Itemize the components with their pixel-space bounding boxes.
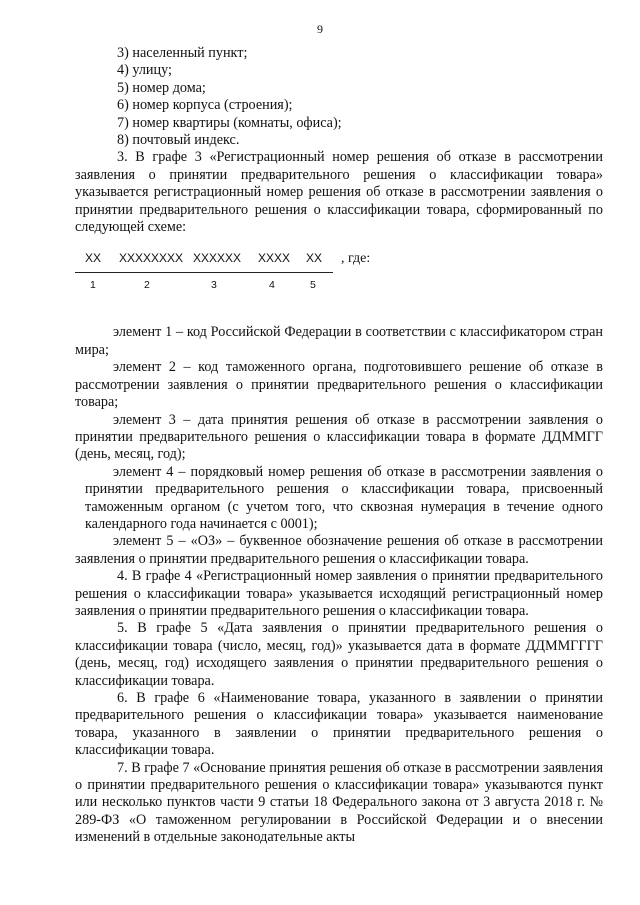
list-item: 6) номер корпуса (строения); <box>117 97 293 114</box>
element-description: элемент 1 – код Российской Федерации в соответствии с классификатором стран мира; <box>75 324 603 358</box>
paragraph-5: 5. В графе 5 «Дата заявления о принятии предварительного решения о классификации товара (число, месяц, год)» указывается дата в формате ДДММГГГГ (день, месяц, год) исходящего заявления о принятии предварительного решения о классификации товара. <box>75 620 603 689</box>
scheme-number-3: 3 <box>211 279 217 292</box>
element-description: элемент 2 – код таможенного органа, подготовившего решение об отказе в рассмотрении заявления о принятии предварительного решения о классификации товара; <box>75 359 603 411</box>
page-number: 9 <box>317 22 323 36</box>
scheme-number-1: 1 <box>90 279 96 292</box>
address-list <box>75 45 603 149</box>
scheme-number-2: 2 <box>144 279 150 292</box>
element-list <box>75 324 603 568</box>
paragraph-7: 7. В графе 7 «Основание принятия решения об отказе в рассмотрении заявления о принятии предварительного решения о классификации товара» указываются пункт или несколько пунктов части 9 статьи 18 Федерального закона от 3 августа 2018 г. № 289-ФЗ «О таможенном регулировании в Российской Федерации и о внесении изменений в отдельные законодательные акты <box>75 759 603 846</box>
scheme-code-2: XXXXXXXX <box>119 251 184 266</box>
paragraph-4: 4. В графе 4 «Регистрационный номер заявления о принятии предварительного решения о классификации товара» указывается исходящий регистрационный номер заявления о принятии предварительного решения о классификации товара. <box>75 568 603 619</box>
scheme-code-4: XXXX <box>258 251 291 266</box>
element-description: элемент 3 – дата принятия решения об отказе в рассмотрении заявления о принятии предварительного решения о классификации товара в формате ДДММГГ (день, месяц, год); <box>75 411 603 463</box>
scheme-code-5: XX <box>306 251 323 266</box>
scheme-number-5: 5 <box>310 279 316 292</box>
scheme-code-1: XX <box>85 251 102 266</box>
scheme-suffix: , где: <box>341 251 371 267</box>
document-body <box>75 45 603 847</box>
number-scheme <box>75 250 603 306</box>
paragraph-6: 6. В графе 6 «Наименование товара, указанного в заявлении о принятии предварительного решения о классификации товара» указывается наименование товара, указанного в заявлении о принятии предварительного решения о классификации товара. <box>75 690 603 759</box>
scheme-underline <box>75 272 333 273</box>
scheme-number-4: 4 <box>269 279 275 292</box>
scheme-code-3: XXXXXX <box>193 251 242 266</box>
list-item: 8) почтовый индекс. <box>117 132 240 149</box>
element-description: элемент 5 – «ОЗ» – буквенное обозначение решения об отказе в рассмотрении заявления о принятии предварительного решения о классификации товара. <box>75 533 603 567</box>
paragraph-3: 3. В графе 3 «Регистрационный номер решения об отказе в рассмотрении заявления о принятии предварительного решения о классификации товара» указывается регистрационный номер решения об отказе в рассмотрении заявления о принятии предварительного решения о классификации товара, сформированный по следующей схеме: <box>75 149 603 236</box>
list-item: 5) номер дома; <box>117 79 206 96</box>
list-item: 4) улицу; <box>117 62 172 79</box>
element-description: элемент 4 – порядковый номер решения об отказе в рассмотрении заявления о принятии предварительного решения о классификации товара, присвоенный таможенным органом (с учетом того, что сквозная нумерация в течение одного календарного года начинается с 0001); <box>85 463 603 532</box>
list-item: 3) населенный пункт; <box>117 45 248 61</box>
list-item: 7) номер квартиры (комнаты, офиса); <box>117 114 342 131</box>
